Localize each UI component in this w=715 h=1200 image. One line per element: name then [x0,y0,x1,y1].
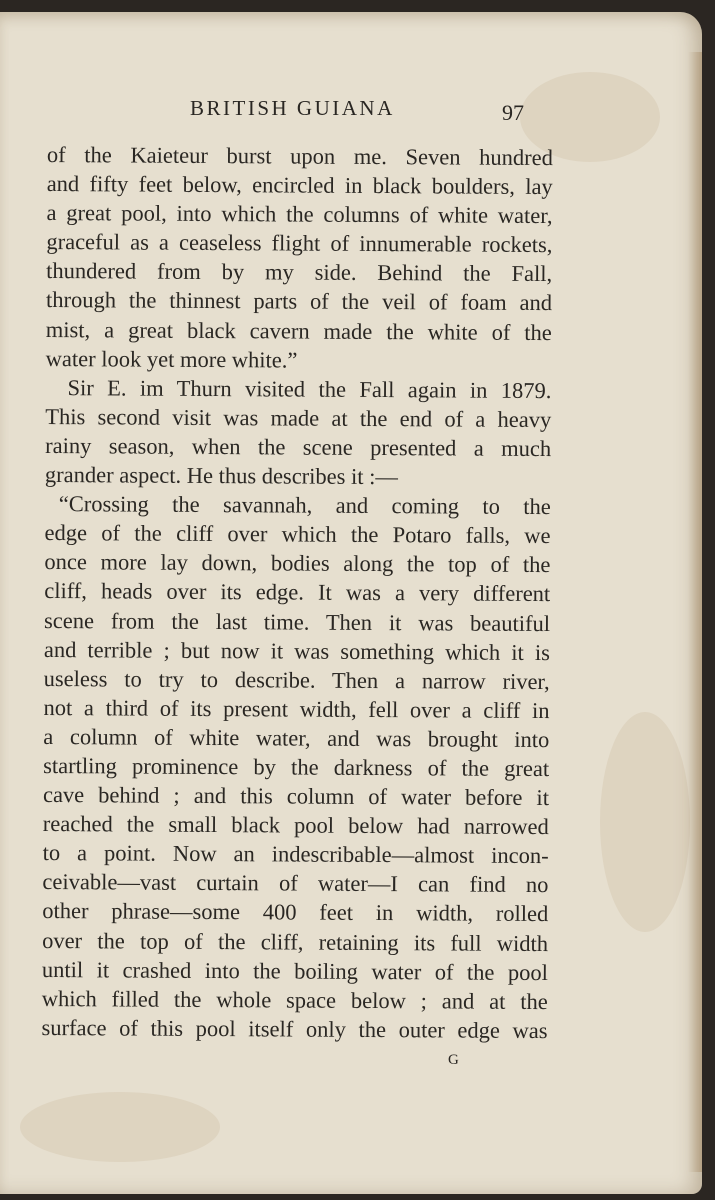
text-line: grander aspect. He thus describes it :— [44,462,399,490]
text-line: “Crossing the savannah, and coming to the [58,491,551,520]
book-page [0,12,702,1194]
text-line: not a third of its present width, fell over a cliff in [43,694,550,723]
text-line: which filled the whole space below ; and at the [41,985,548,1014]
text-line: over the top of the cliff, retaining its full width [42,927,549,956]
text-line: graceful as a ceaseless flight of innumerable rockets, [46,229,553,258]
text-line: Sir E. im Thurn visited the Fall again in 1879. [67,374,552,403]
text-line: and fifty feet below, encircled in black boulders, lay [46,171,553,200]
text-line: reached the small black pool below had narrowed [42,811,549,840]
text-line: startling prominence by the darkness of the great [43,752,550,782]
paper-stain [600,712,690,932]
text-line: ceivable—vast curtain of water—I can find no [42,869,549,898]
text-line: useless to try to describe. Then a narrow river, [43,665,550,694]
page-edge-shadow [688,52,702,1172]
body-text [41,140,552,1045]
text-line: through the thinnest parts of the veil of foam and [45,287,553,316]
text-line: scene from the last time. Then it was beautiful [43,607,551,636]
text-line: other phrase—some 400 feet in width, rolled [42,898,549,927]
text-line: of the Kaieteur burst upon me. Seven hundred [46,141,553,171]
text-line: rainy season, when the scene presented a much [45,432,552,462]
text-line: surface of this pool itself only the outer edge was [41,1014,548,1043]
page-number: 97 [502,100,524,125]
text-line: to a point. Now an indescribable—almost incon- [42,840,549,869]
signature-mark: G [448,1052,460,1068]
text-line: a great pool, into which the columns of white water, [46,200,553,229]
page-header [0,90,702,130]
text-line: This second visit was made at the end of a heavy [45,403,552,432]
text-line: water look yet more white.” [45,345,298,373]
text-line: and terrible ; but now it was something which it is [43,636,550,665]
text-line: thundered from by my side. Behind the Fall, [46,258,553,287]
text-line: cliff, heads over its edge. It was a very different [44,578,551,607]
text-line: until it crashed into the boiling water of the pool [41,956,549,985]
text-line: a column of white water, and was brought into [43,723,550,752]
running-title: BRITISH GUIANA [190,96,395,120]
paper-stain [20,1092,220,1162]
text-line: cave behind ; and this column of water before it [42,782,550,811]
text-line: once more lay down, bodies along the top of the [44,549,551,578]
text-line: mist, a great black cavern made the white of the [45,316,552,345]
text-line: edge of the cliff over which the Potaro falls, we [44,520,551,549]
